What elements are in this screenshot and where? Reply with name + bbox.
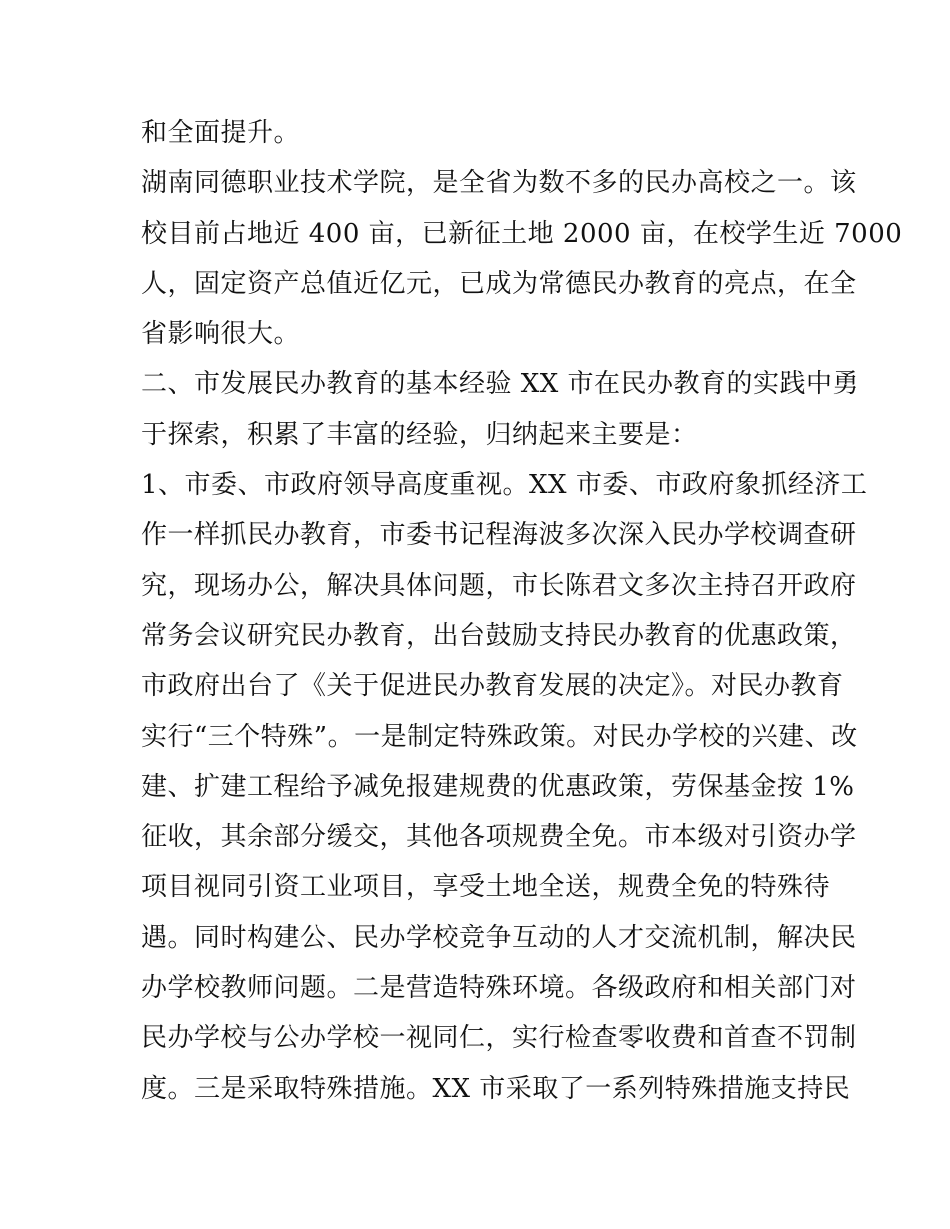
text-line: 湖南同德职业技术学院，是全省为数不多的民办高校之一。该: [141, 168, 857, 199]
text-line: 办学校教师问题。二是营造特殊环境。各级政府和相关部门对: [141, 973, 857, 1004]
text-line: 于探索，积累了丰富的经验，归纳起来主要是：: [141, 419, 698, 450]
text-line: 常务会议研究民办教育，出台鼓励支持民办教育的优惠政策，: [141, 620, 857, 651]
text-line: 作一样抓民办教育，市委书记程海波多次深入民办学校调查研: [141, 520, 857, 551]
text-line: 民办学校与公办学校一视同仁，实行检查零收费和首查不罚制: [141, 1023, 857, 1054]
body-text: [141, 108, 903, 1114]
text-line: 度。三是采取特殊措施。XX 市采取了一系列特殊措施支持民: [141, 1073, 851, 1104]
text-line: 二、市发展民办教育的基本经验 XX 市在民办教育的实践中勇: [141, 369, 860, 400]
text-line: 遇。同时构建公、民办学校竞争互动的人才交流机制，解决民: [141, 922, 857, 953]
text-line: 和全面提升。: [141, 118, 301, 148]
text-line: 1、市委、市政府领导高度重视。XX 市委、市政府象抓经济工: [141, 470, 868, 501]
text-line: 实行“三个特殊”。一是制定特殊政策。对民办学校的兴建、改: [141, 721, 858, 752]
text-line: 征收，其余部分缓交，其他各项规费全免。市本级对引资办学: [141, 822, 857, 853]
text-line: 省影响很大。: [141, 319, 301, 350]
text-line: 建、扩建工程给予减免报建规费的优惠政策，劳保基金按 1%: [141, 771, 855, 802]
text-line: 校目前占地近 400 亩，已新征土地 2000 亩，在校学生近 7000: [141, 218, 903, 249]
text-line: 项目视同引资工业项目，享受土地全送，规费全免的特殊待: [141, 872, 831, 903]
text-line: 人，固定资产总值近亿元，已成为常德民办教育的亮点，在全: [141, 268, 857, 299]
text-line: 究，现场办公，解决具体问题，市长陈君文多次主持召开政府: [141, 570, 857, 601]
text-line: 市政府出台了《关于促进民办教育发展的决定》。对民办教育: [141, 671, 844, 702]
